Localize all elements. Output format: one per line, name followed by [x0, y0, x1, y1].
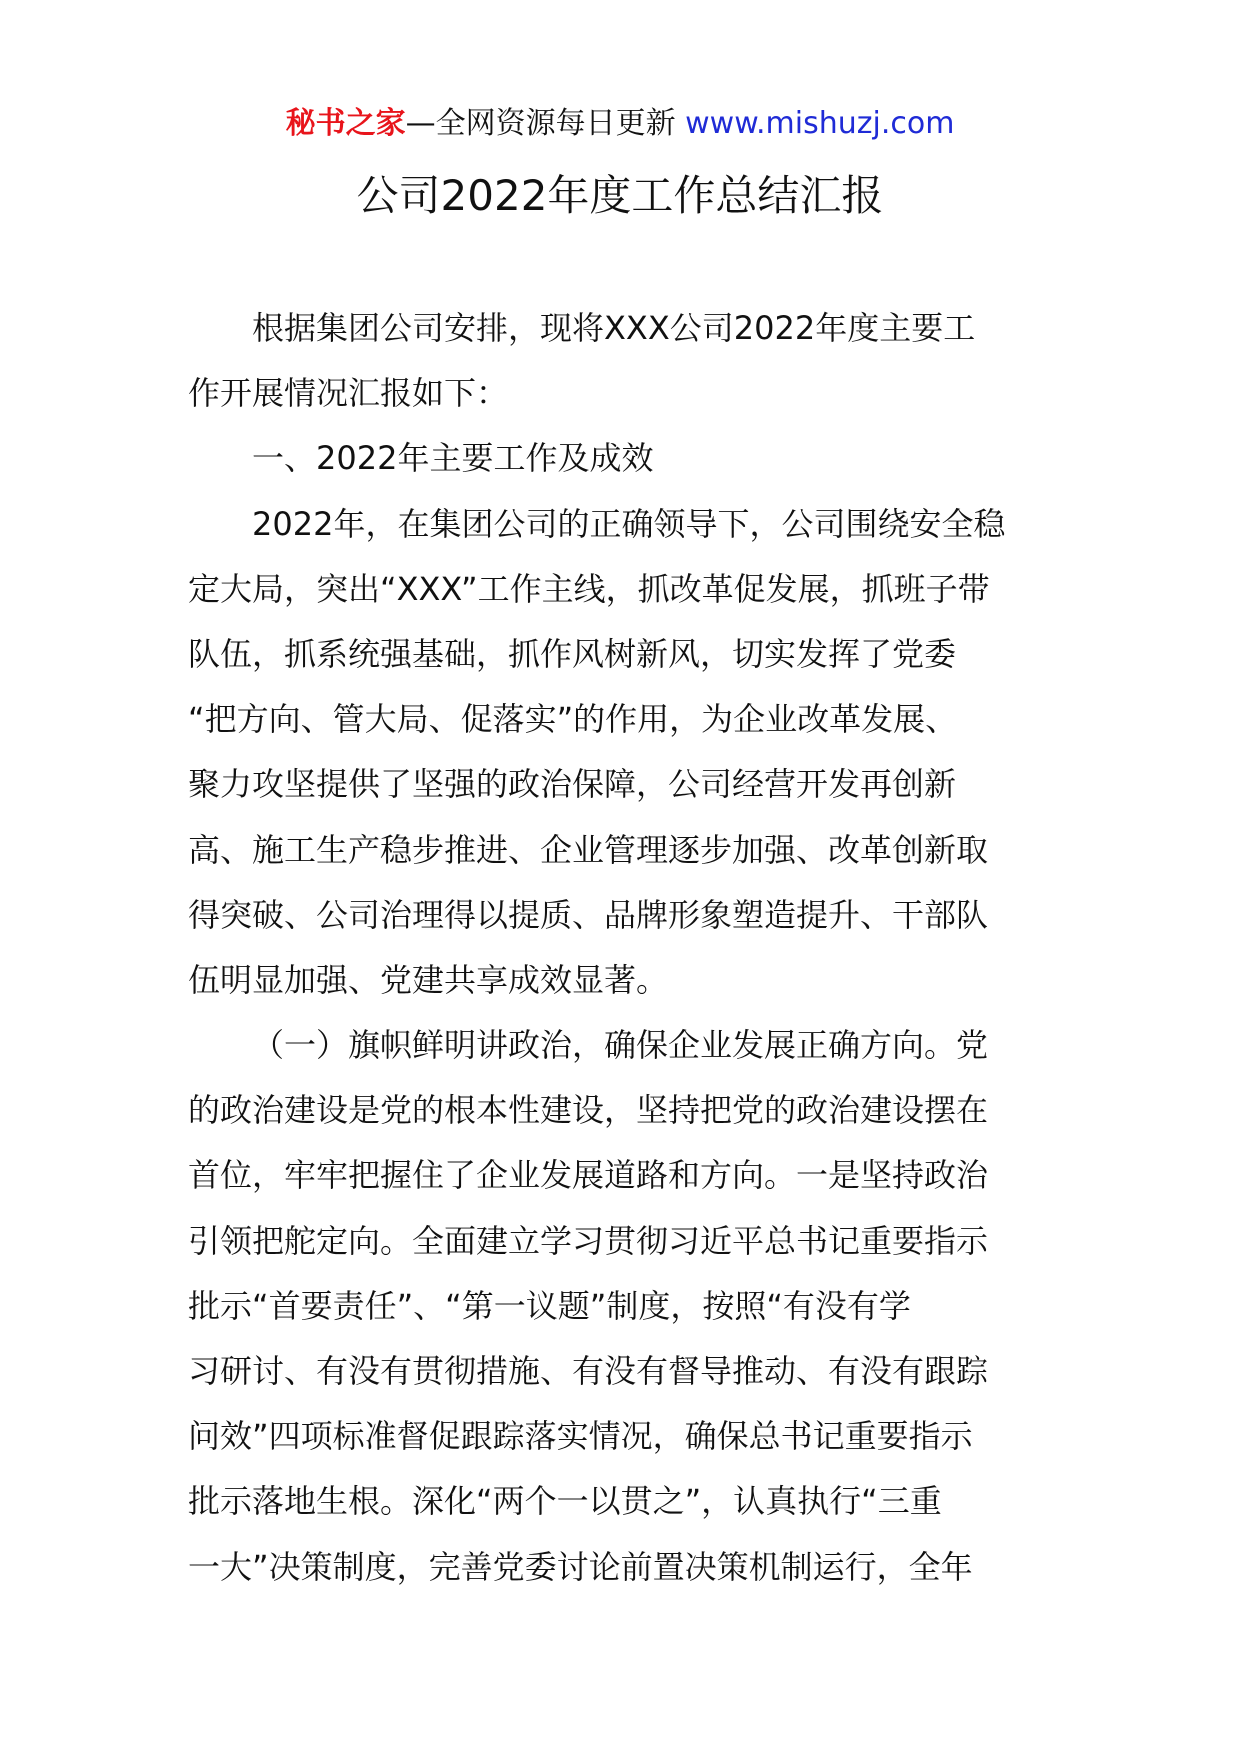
body-line: 批示落地生根。深化“两个一以贯之”，认真执行“三重	[188, 1482, 942, 1521]
body-line: 得突破、公司治理得以提质、品牌形象塑造提升、干部队	[188, 895, 989, 934]
body-line: 聚力攻坚提供了坚强的政治保障，公司经营开发再创新	[188, 765, 957, 804]
body-line: 伍明显加强、党建共享成效显著。	[188, 960, 669, 999]
subsection-line: （一）旗帜鲜明讲政治，确保企业发展正确方向。党	[252, 1026, 989, 1065]
body-line: 作开展情况汇报如下：	[188, 374, 509, 413]
body-line: 根据集团公司安排，现将XXX公司2022年度主要工	[252, 309, 976, 347]
document-body	[188, 296, 1054, 1600]
body-line: “把方向、管大局、促落实”的作用，为企业改革发展、	[188, 700, 958, 739]
site-brand: 秘书之家	[285, 106, 406, 141]
body-line: 一大”决策制度，完善党委讨论前置决策机制运行，全年	[188, 1547, 973, 1586]
body-line: 习研讨、有没有贯彻措施、有没有督导推动、有没有跟踪	[188, 1352, 989, 1390]
body-line: 高、施工生产稳步推进、企业管理逐步加强、改革创新取	[188, 830, 989, 869]
site-slogan: —全网资源每日更新	[405, 106, 676, 141]
site-header	[0, 104, 1240, 144]
body-line: 问效”四项标准督促跟踪落实情况，确保总书记重要指示	[188, 1417, 973, 1456]
document-title: 公司2022年度工作总结汇报	[356, 171, 884, 220]
body-line: 定大局，突出“XXX”工作主线，抓改革促发展，抓班子带	[188, 569, 990, 608]
body-line: 的政治建设是党的根本性建设，坚持把党的政治建设摆在	[188, 1091, 989, 1130]
section-heading: 一、2022年主要工作及成效	[252, 439, 654, 478]
body-line: 引领把舵定向。全面建立学习贯彻习近平总书记重要指示	[188, 1221, 989, 1260]
body-line: 首位，牢牢把握住了企业发展道路和方向。一是坚持政治	[188, 1156, 989, 1195]
site-url-link[interactable]: www.mishuzj.com	[685, 106, 955, 141]
body-line: 队伍，抓系统强基础，抓作风树新风，切实发挥了党委	[188, 634, 957, 673]
body-line: 2022年，在集团公司的正确领导下，公司围绕安全稳	[252, 504, 1006, 543]
body-line: 批示“首要责任”、“第一议题”制度，按照“有没有学	[188, 1286, 911, 1325]
